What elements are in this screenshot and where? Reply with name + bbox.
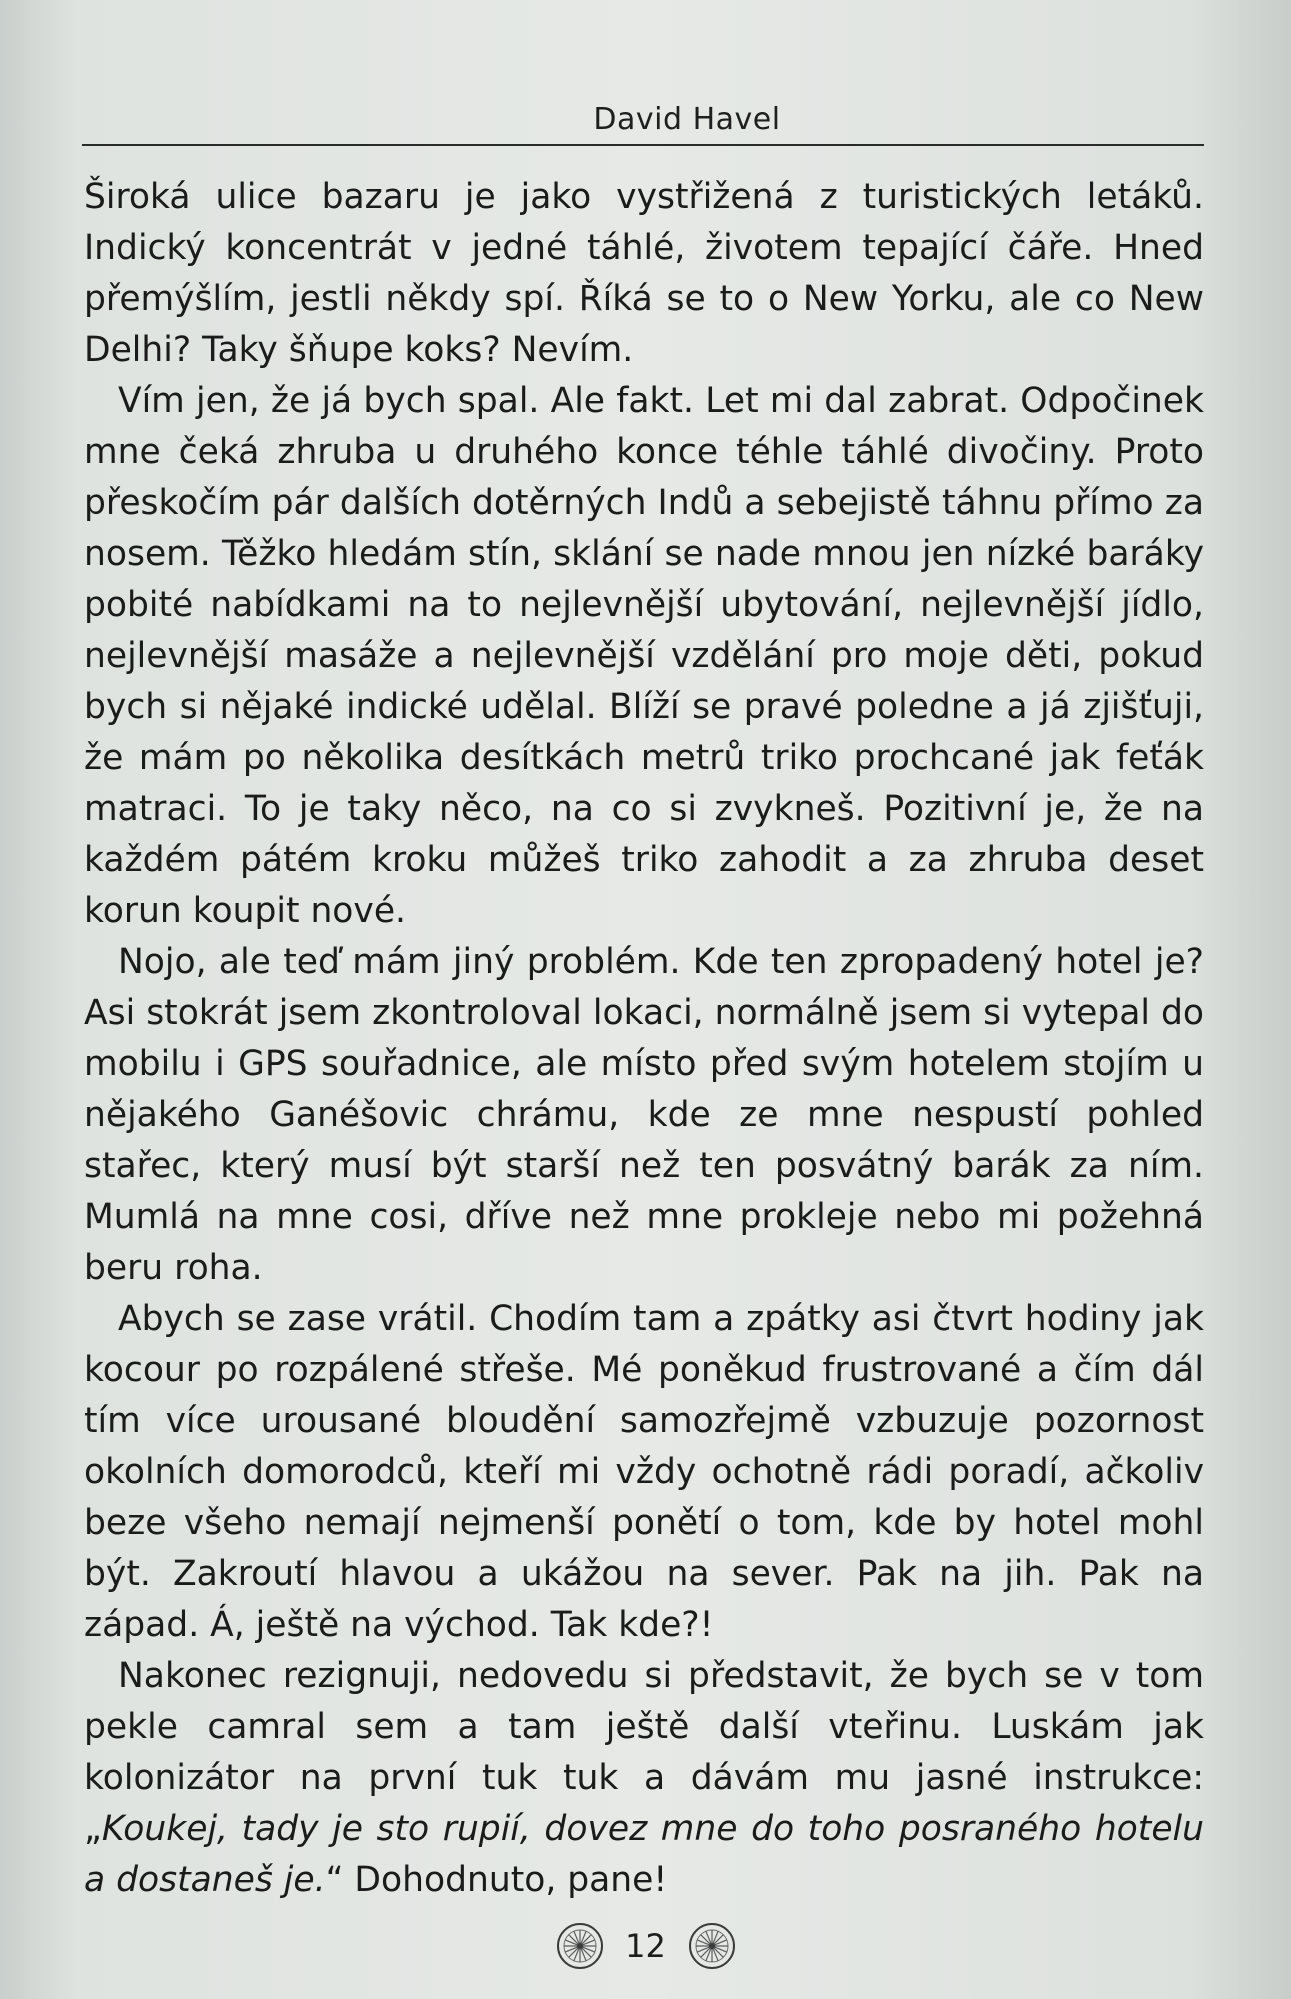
paragraph-1: Široká ulice bazaru je jako vystřižená z turistických letáků. Indický koncentrát v jedné táhlé, životem tepající čáře. Hned přemýšlím, jestli někdy spí. Říká se to o New Yorku, ale co New Delhi? Taky šňupe koks? Nevím. bbox=[84, 177, 1204, 370]
header-author: David Havel bbox=[593, 102, 781, 137]
paragraph-5 bbox=[84, 1651, 1204, 1906]
paragraph-5-after: “ Dohodnuto, pane! bbox=[325, 1860, 668, 1900]
paragraph-5-before: Nakonec rezignuji, nedovedu si představit, že bych se v tom pekle camral sem a tam ještě další vteřinu. Luskám jak kolonizátor na první tuk tuk a dávám mu jasné instrukce: „ bbox=[84, 1656, 1204, 1849]
rosette-ornament-icon bbox=[555, 1921, 605, 1971]
paragraph-4: Abych se zase vrátil. Chodím tam a zpátky asi čtvrt hodiny jak kocour po rozpálené střeše. Mé poněkud frustrované a čím dál tím více urousané bloudění samozřejmě vzbuzuje pozornost okolních domorodců, kteří mi vždy ochotně rádi poradí, ačkoliv beze všeho nemají nejmenší ponětí o tom, kde by hotel mohl být. Zakroutí hlavou a ukážou na sever. Pak na jih. Pak na západ. Á, ještě na východ. Tak kde?! bbox=[84, 1299, 1204, 1645]
page-number: 12 bbox=[625, 1927, 666, 1965]
body-text bbox=[84, 172, 1204, 1906]
page-footer bbox=[0, 1918, 1291, 1974]
paragraph-5-quote: Koukej, tady je sto rupií, dovez mne do toho posraného hotelu a dostaneš je. bbox=[84, 1809, 1204, 1900]
running-header bbox=[82, 96, 1204, 146]
paragraph-3: Nojo, ale teď mám jiný problém. Kde ten zpropadený hotel je? Asi stokrát jsem zkontroloval lokaci, normálně jsem si vytepal do mobilu i GPS souřadnice, ale místo před svým hotelem stojím u nějakého Ganéšovic chrámu, kde ze mne nespustí pohled stařec, který musí být starší než ten posvátný barák za ním. Mumlá na mne cosi, dříve než mne prokleje nebo mi požehná beru roha. bbox=[84, 942, 1204, 1288]
rosette-ornament-icon bbox=[687, 1921, 737, 1971]
paragraph-2: Vím jen, že já bych spal. Ale fakt. Let mi dal zabrat. Odpočinek mne čeká zhruba u druhého konce téhle táhlé divočiny. Proto přeskočím pár dalších dotěrných Indů a sebejistě táhnu přímo za nosem. Těžko hledám stín, sklání se nade mnou jen nízké baráky pobité nabídkami na to nejlevnější ubytování, nejlevnější jídlo, nejlevnější masáže a nejlevnější vzdělání pro moje děti, pokud bych si nějaké indické udělal. Blíží se pravé poledne a já zjišťuji, že mám po několika desítkách metrů triko prochcané jak feťák matraci. To je taky něco, na co si zvykneš. Pozitivní je, že na každém pátém kroku můžeš triko zahodit a za zhruba deset korun koupit nové. bbox=[84, 381, 1204, 931]
